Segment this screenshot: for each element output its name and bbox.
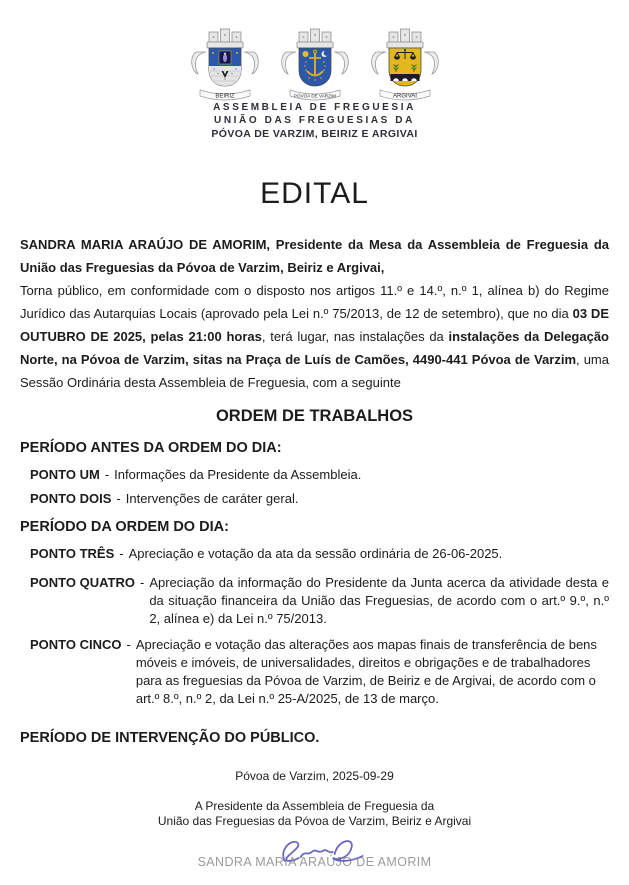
document-title: EDITAL [260,177,369,210]
intro-p2-seg5: , uma Sessão Ordinária desta Assembleia de Freguesia, com a seguinte [20,352,609,390]
closing-heading-periodo-intervencao: PERÍODO DE INTERVENÇÃO DO PÚBLICO. [20,730,320,746]
intro-p2-seg3: , terá lugar, nas instalações da [261,329,449,344]
ponto-um-separator: - [104,467,110,482]
ponto-cinco-separator: - [126,637,131,652]
org-line-3: PÓVOA DE VARZIM, BEIRIZ E ARGIVAI [211,128,418,140]
povoa-de-varzim-banner-label: PÓVOA DE VARZIM [293,93,336,99]
org-line-2: UNIÃO DAS FREGUESIAS DA [214,114,415,126]
agenda-item-ponto-quatro [30,574,609,628]
section-title-periodo-ordem: PERÍODO DA ORDEM DO DIA: [20,519,229,535]
signatory-name: SANDRA MARIA ARAÚJO DE AMORIM [197,855,432,869]
beiriz-banner-label: BEIRIZ [214,93,235,100]
intro-p2-date-time: 03 DE OUTUBRO DE 2025, pelas 21:00 horas [20,306,609,344]
agenda-heading: ORDEM DE TRABALHOS [215,407,414,425]
ponto-quatro-text: Apreciação da informação do Presidente da Junta acerca da atividade desta e da situação financeira da União das Freguesias, de acordo com o art.º 9.º, n.º 2, alínea e) da Lei n.º 75/2013. [149,575,609,626]
argivai-coat-of-arms-icon [362,26,448,108]
intro-p2-seg1: Torna público, em conformidade com o disposto nos artigos 11.º e 14.º, n.º 1, alínea b) do Regime Jurídico das Autarquias Locais (aprovado pela Lei n.º 75/2013, de 12 de setembro), que no dia [20,283,609,321]
agenda-item-ponto-cinco [30,636,609,708]
ponto-dois-separator: - [116,491,121,506]
organisation-name [0,102,629,141]
crest-row [0,0,629,108]
ponto-tres-label: PONTO TRÊS [30,546,115,561]
signature-block [0,833,629,885]
beiriz-coat-of-arms-icon [182,26,268,108]
ponto-tres-separator: - [119,546,124,561]
intro-paragraph-2 [20,279,609,394]
section-title-periodo-antes: PERÍODO ANTES DA ORDEM DO DIA: [20,440,282,456]
argivai-banner-label: ARGIVAI [392,93,417,100]
handwritten-signature-icon [274,833,370,873]
ponto-cinco-label: PONTO CINCO [30,637,122,652]
agenda-item-ponto-um [30,467,609,483]
ponto-quatro-separator: - [139,575,145,590]
ponto-tres-text: Apreciação e votação da ata da sessão ordinária de 26-06-2025. [128,546,503,561]
ponto-um-label: PONTO UM [30,467,100,482]
signatory-role-line-2: União das Freguesias da Póvoa de Varzim, Beiriz e Argivai [157,814,472,828]
ponto-quatro-label: PONTO QUATRO [30,575,135,590]
document-body [0,233,629,747]
place-and-date: Póvoa de Varzim, 2025-09-29 [235,769,394,783]
ponto-cinco-text: Apreciação e votação das alterações aos mapas finais de transferência de bens móveis e imóveis, de universalidades, direitos e obrigações e de trabalhadores para as freguesias da Póvoa de Varzim, de Beiriz e de Argivai, de acordo com o art.º 8.º, n.º 2, da Lei n.º 25-A/2025, de 13 de março. [135,637,597,706]
intro-p2-location: instalações da Delegação Norte, na Póvoa de Varzim, sitas na Praça de Luís de Camões, 4490-441 Póvoa de Varzim [20,329,609,367]
povoa-de-varzim-coat-of-arms-icon [272,26,358,108]
ponto-um-text: Informações da Presidente da Assembleia. [114,467,362,482]
agenda-item-ponto-tres [30,546,609,562]
document-footer [0,769,629,885]
intro-paragraph-1: SANDRA MARIA ARAÚJO DE AMORIM, Presidente da Mesa da Assembleia de Freguesia da União das Freguesias da Póvoa de Varzim, Beiriz e Argivai, [20,237,609,275]
ponto-dois-label: PONTO DOIS [30,491,112,506]
agenda-item-ponto-dois [30,491,609,507]
signatory-role-line-1: A Presidente da Assembleia de Freguesia da [194,799,435,813]
ponto-dois-text: Intervenções de caráter geral. [125,491,299,506]
org-line-1: ASSEMBLEIA DE FREGUESIA [213,102,416,113]
signatory-role [0,799,629,829]
